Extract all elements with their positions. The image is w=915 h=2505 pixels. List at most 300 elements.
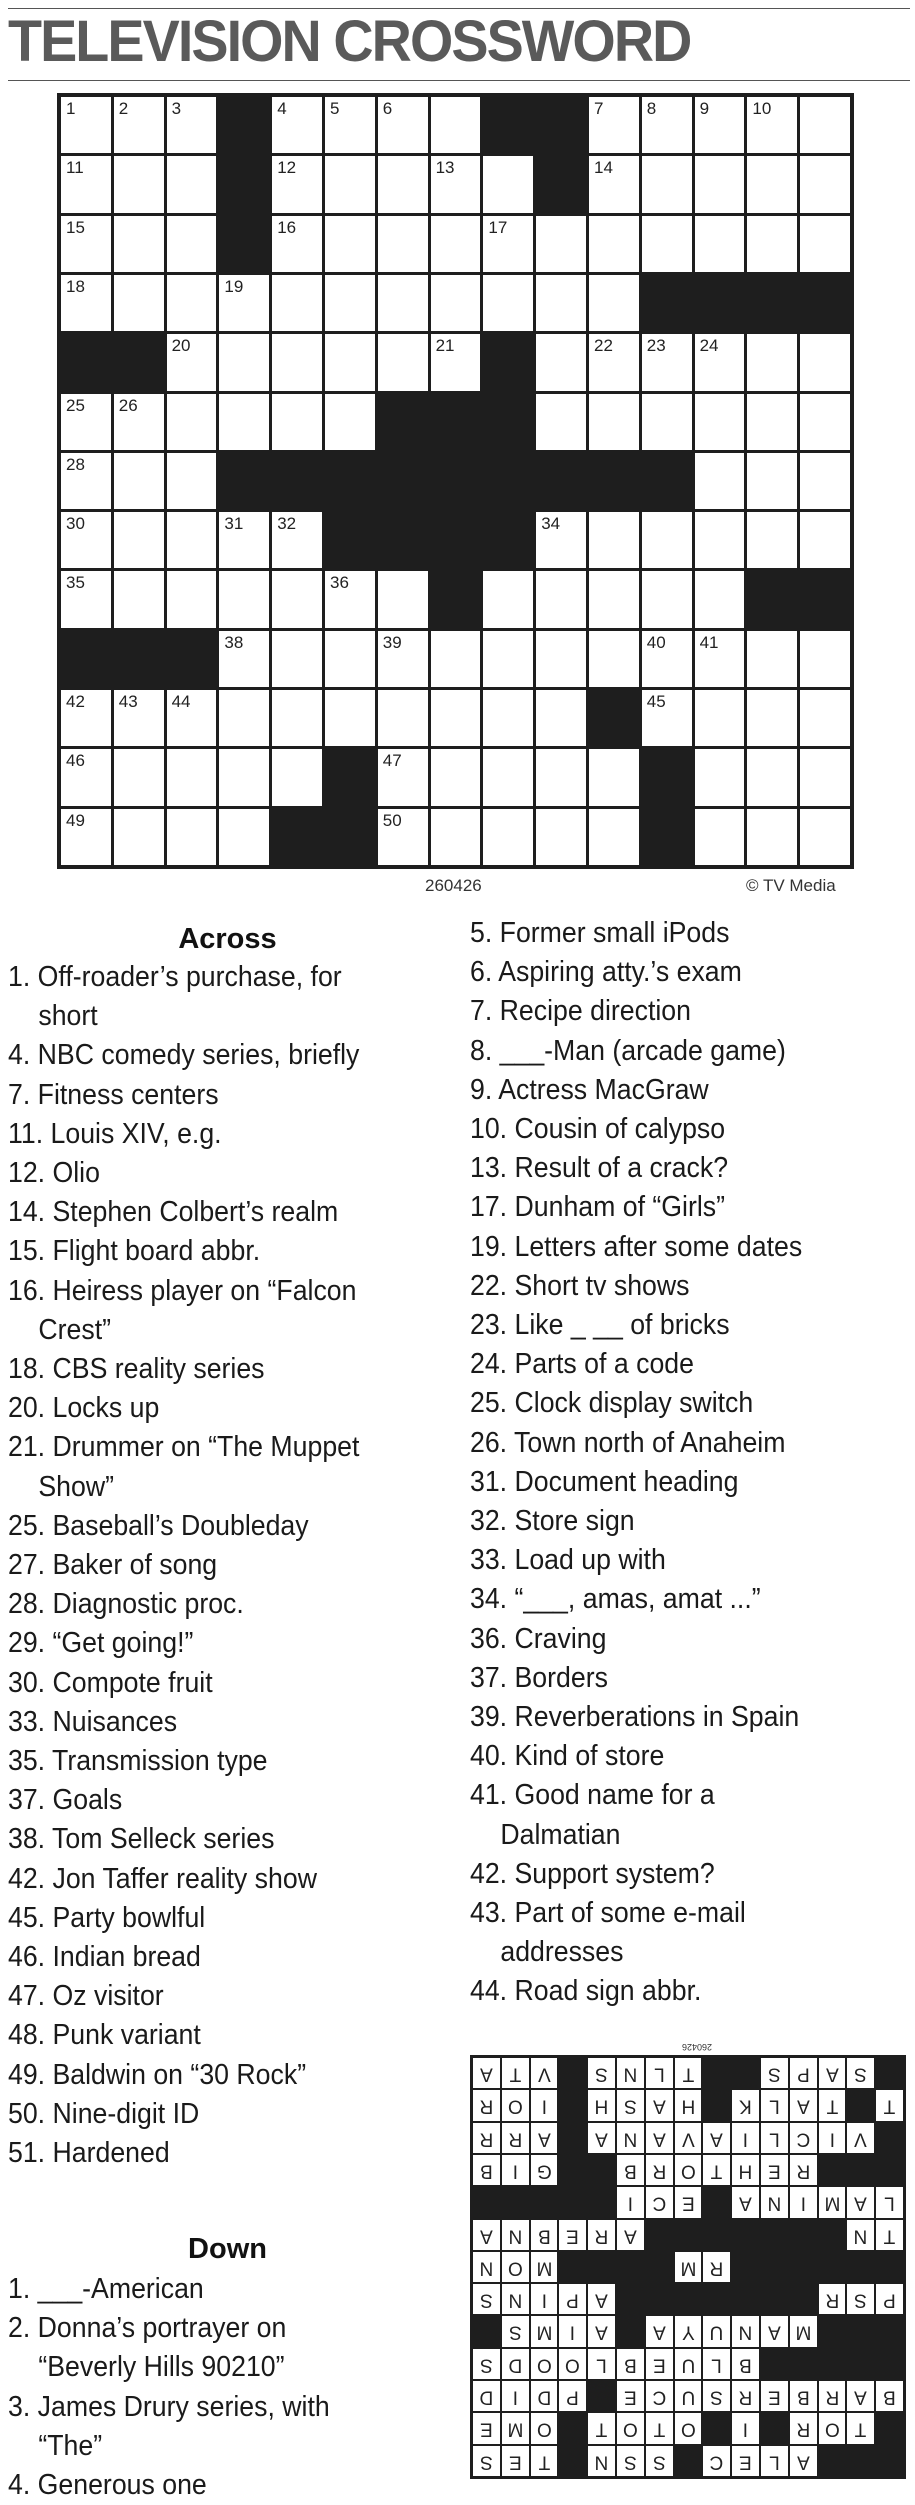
grid-cell[interactable] xyxy=(219,275,269,331)
solution-cell xyxy=(646,2187,673,2217)
grid-cell[interactable] xyxy=(167,275,217,331)
grid-cell[interactable] xyxy=(747,631,797,687)
clue-text: 47. Oz visitor xyxy=(8,1980,164,2013)
clue-text: 9. Actress MacGraw xyxy=(470,1073,709,1106)
grid-cell[interactable] xyxy=(695,394,745,450)
clue-text: 35. Transmission type xyxy=(8,1745,268,1778)
grid-cell[interactable] xyxy=(695,453,745,509)
grid-cell[interactable] xyxy=(800,512,850,568)
solution-cell xyxy=(502,2090,529,2120)
solution-cell xyxy=(588,2446,615,2476)
grid-cell[interactable] xyxy=(378,97,428,153)
solution-cell xyxy=(531,2284,558,2314)
solution-cell xyxy=(675,2155,702,2185)
clue-item xyxy=(8,1350,359,1389)
clue-item xyxy=(470,1424,802,1463)
grid-cell[interactable] xyxy=(589,334,639,390)
grid-cell[interactable] xyxy=(114,394,164,450)
solution-cell xyxy=(761,2058,788,2088)
clue-item xyxy=(470,1228,802,1267)
grid-cell[interactable] xyxy=(695,216,745,272)
grid-cell[interactable] xyxy=(325,394,375,450)
solution-letter: O xyxy=(507,2095,523,2117)
grid-cell[interactable] xyxy=(378,809,428,865)
grid-cell[interactable] xyxy=(642,571,692,627)
solution-letter: H xyxy=(594,2095,609,2117)
grid-cell[interactable] xyxy=(536,631,586,687)
grid-cell[interactable] xyxy=(378,334,428,390)
grid-cell[interactable] xyxy=(589,216,639,272)
grid-cell[interactable] xyxy=(431,631,481,687)
clue-item xyxy=(8,1860,359,1899)
grid-cell[interactable] xyxy=(219,749,269,805)
grid-cell[interactable] xyxy=(325,216,375,272)
clue-item xyxy=(470,1659,802,1698)
grid-cell[interactable] xyxy=(325,156,375,212)
grid-cell[interactable] xyxy=(642,97,692,153)
grid-cell[interactable] xyxy=(167,97,217,153)
solution-letter: L xyxy=(596,2353,607,2375)
grid-cell[interactable] xyxy=(642,631,692,687)
grid-cell[interactable] xyxy=(114,97,164,153)
cell-number: 36 xyxy=(330,573,349,593)
grid-cell[interactable] xyxy=(167,512,217,568)
grid-cell[interactable] xyxy=(747,809,797,865)
solution-letter: O xyxy=(824,2418,840,2440)
across-clue-list xyxy=(8,958,359,2173)
solution-letter: A xyxy=(739,2192,752,2214)
solution-cell xyxy=(531,2220,558,2250)
grid-cell[interactable] xyxy=(378,571,428,627)
grid-cell[interactable] xyxy=(800,453,850,509)
grid-cell[interactable] xyxy=(114,571,164,627)
grid-cell[interactable] xyxy=(378,156,428,212)
solution-cell xyxy=(646,2381,673,2411)
solution-letter: M xyxy=(680,2257,696,2278)
solution-letter: B xyxy=(480,2160,493,2182)
grid-cell[interactable] xyxy=(747,394,797,450)
solution-letter: H xyxy=(681,2095,695,2117)
grid-cell[interactable] xyxy=(695,690,745,746)
solution-cell xyxy=(732,2381,759,2411)
solution-cell xyxy=(703,2155,730,2185)
solution-cell xyxy=(761,2381,788,2411)
clue-item xyxy=(470,1972,802,2011)
cell-number: 21 xyxy=(435,336,455,356)
grid-cell[interactable] xyxy=(483,690,533,746)
solution-letter: S xyxy=(595,2063,608,2085)
title-rule-top xyxy=(8,8,910,9)
grid-cell[interactable] xyxy=(536,334,586,390)
clue-item xyxy=(470,1620,802,1659)
grid-cell[interactable] xyxy=(483,631,533,687)
grid-cell[interactable] xyxy=(219,512,269,568)
grid-cell[interactable] xyxy=(536,394,586,450)
solution-letter: C xyxy=(652,2192,667,2214)
grid-cell[interactable] xyxy=(272,571,322,627)
grid-cell[interactable] xyxy=(800,809,850,865)
grid-cell[interactable] xyxy=(747,216,797,272)
clue-item xyxy=(470,1306,802,1345)
grid-cell[interactable] xyxy=(431,156,481,212)
grid-cell[interactable] xyxy=(378,631,428,687)
solution-cell xyxy=(473,2252,500,2282)
solution-letter: A xyxy=(652,2095,666,2117)
grid-cell[interactable] xyxy=(642,394,692,450)
grid-cell[interactable] xyxy=(747,453,797,509)
clue-text: short xyxy=(38,1000,98,1033)
solution-cell xyxy=(847,2187,874,2217)
clue-item xyxy=(8,2466,330,2505)
clue-text: 24. Parts of a code xyxy=(470,1348,694,1381)
grid-cell[interactable] xyxy=(431,690,481,746)
cell-number: 20 xyxy=(171,336,191,356)
solution-letter: T xyxy=(883,2224,896,2246)
solution-letter: I xyxy=(512,2386,518,2408)
solution-letter: S xyxy=(854,2289,868,2311)
grid-cell[interactable] xyxy=(695,749,745,805)
grid-cell[interactable] xyxy=(61,216,111,272)
grid-cell[interactable] xyxy=(219,394,269,450)
solution-cell xyxy=(473,2349,500,2379)
solution-letter: N xyxy=(508,2224,523,2246)
cell-number: 49 xyxy=(66,810,85,830)
grid-cell[interactable] xyxy=(61,571,111,627)
grid-cell[interactable] xyxy=(272,690,322,746)
grid-cell[interactable] xyxy=(747,156,797,212)
grid-cell[interactable] xyxy=(536,275,586,331)
grid-cell[interactable] xyxy=(325,334,375,390)
clue-item xyxy=(470,1267,802,1306)
grid-cell[interactable] xyxy=(536,571,586,627)
grid-cell[interactable] xyxy=(747,749,797,805)
clue-item xyxy=(8,1076,359,1115)
solution-cell xyxy=(790,2123,817,2153)
solution-letter: S xyxy=(508,2321,522,2343)
solution-cell xyxy=(761,2187,788,2217)
grid-cell[interactable] xyxy=(431,275,481,331)
solution-cell xyxy=(847,2413,874,2443)
clue-text: 48. Punk variant xyxy=(8,2019,201,2052)
grid-cell[interactable] xyxy=(431,749,481,805)
cell-number: 14 xyxy=(594,158,613,178)
solution-letter: T xyxy=(509,2063,521,2085)
grid-cell[interactable] xyxy=(431,97,481,153)
clue-text: Crest” xyxy=(38,1313,111,1346)
grid-cell[interactable] xyxy=(695,631,745,687)
clue-text: 37. Goals xyxy=(8,1784,123,1817)
grid-cell[interactable] xyxy=(642,690,692,746)
grid-cell[interactable] xyxy=(589,97,639,153)
cell-number: 39 xyxy=(382,632,402,652)
grid-cell[interactable] xyxy=(483,749,533,805)
grid-cell[interactable] xyxy=(167,334,217,390)
solution-letter: D xyxy=(537,2386,551,2408)
grid-cell[interactable] xyxy=(378,216,428,272)
solution-cell xyxy=(703,2123,730,2153)
solution-letter: E xyxy=(652,2353,666,2375)
clue-item xyxy=(8,1507,359,1546)
cell-number: 8 xyxy=(646,99,657,118)
solution-letter: L xyxy=(653,2063,665,2085)
grid-cell[interactable] xyxy=(325,631,375,687)
solution-cell xyxy=(732,2349,759,2379)
clue-item xyxy=(8,1938,359,1977)
solution-letter: L xyxy=(769,2095,780,2117)
grid-cell[interactable] xyxy=(536,512,586,568)
solution-cell xyxy=(761,2090,788,2120)
cell-number: 23 xyxy=(646,336,666,356)
grid-cell[interactable] xyxy=(589,512,639,568)
clue-text: 42. Support system? xyxy=(470,1857,715,1890)
solution-grid xyxy=(470,2055,906,2479)
grid-cell[interactable] xyxy=(114,156,164,212)
grid-cell[interactable] xyxy=(61,97,111,153)
grid-cell[interactable] xyxy=(167,571,217,627)
grid-cell[interactable] xyxy=(378,275,428,331)
grid-cell[interactable] xyxy=(272,334,322,390)
solution-letter: A xyxy=(537,2127,551,2149)
grid-cell[interactable] xyxy=(483,809,533,865)
grid-cell[interactable] xyxy=(167,690,217,746)
grid-cell[interactable] xyxy=(61,275,111,331)
grid-cell[interactable] xyxy=(483,156,533,212)
solution-cell xyxy=(502,2413,529,2443)
clue-text: 46. Indian bread xyxy=(8,1941,201,1974)
grid-cell[interactable] xyxy=(589,394,639,450)
solution-cell xyxy=(646,2123,673,2153)
grid-cell[interactable] xyxy=(325,275,375,331)
grid-cell[interactable] xyxy=(325,690,375,746)
grid-cell[interactable] xyxy=(114,690,164,746)
cell-number: 46 xyxy=(66,751,85,771)
solution-cell xyxy=(646,2090,673,2120)
title-rule-bottom xyxy=(8,80,910,81)
solution-cell xyxy=(847,2381,874,2411)
grid-cell[interactable] xyxy=(747,97,797,153)
grid-cell[interactable] xyxy=(61,809,111,865)
grid-cell[interactable] xyxy=(589,809,639,865)
clue-text: 17. Dunham of “Girls” xyxy=(470,1191,726,1224)
solution-letter: T xyxy=(826,2095,838,2117)
solution-cell xyxy=(790,2058,817,2088)
cell-number: 42 xyxy=(66,692,85,712)
clue-item xyxy=(8,2056,359,2095)
grid-cell[interactable] xyxy=(747,690,797,746)
solution-letter: A xyxy=(595,2289,608,2311)
solution-cell xyxy=(675,2090,702,2120)
cell-number: 10 xyxy=(752,99,772,118)
solution-letter: E xyxy=(681,2192,695,2214)
grid-cell[interactable] xyxy=(483,275,533,331)
grid-cell[interactable] xyxy=(642,512,692,568)
grid-cell[interactable] xyxy=(800,631,850,687)
solution-cell xyxy=(847,2284,874,2314)
clue-text: 1. ___-American xyxy=(8,2273,204,2305)
clue-text: 31. Document heading xyxy=(470,1465,739,1498)
grid-cell[interactable] xyxy=(536,690,586,746)
grid-cell[interactable] xyxy=(167,453,217,509)
cell-number: 7 xyxy=(594,99,604,118)
solution-cell xyxy=(502,2349,529,2379)
grid-cell[interactable] xyxy=(219,809,269,865)
clue-item xyxy=(8,1624,359,1663)
grid-cell[interactable] xyxy=(325,97,375,153)
grid-cell[interactable] xyxy=(272,275,322,331)
solution-letter: U xyxy=(681,2386,695,2408)
solution-letter: Y xyxy=(681,2321,695,2343)
grid-cell[interactable] xyxy=(642,334,692,390)
grid-cell[interactable] xyxy=(800,334,850,390)
solution-letter: E xyxy=(739,2450,752,2472)
solution-cell xyxy=(819,2284,846,2314)
grid-cell[interactable] xyxy=(536,216,586,272)
grid-cell[interactable] xyxy=(219,631,269,687)
cell-number: 32 xyxy=(277,514,297,534)
grid-cell[interactable] xyxy=(272,749,322,805)
solution-letter: N xyxy=(508,2289,523,2311)
clue-text: 5. Former small iPods xyxy=(470,917,730,949)
grid-cell[interactable] xyxy=(800,97,850,153)
clue-item xyxy=(470,1855,802,1894)
grid-cell[interactable] xyxy=(272,156,322,212)
grid-cell[interactable] xyxy=(272,631,322,687)
grid-cell[interactable] xyxy=(61,156,111,212)
grid-cell[interactable] xyxy=(61,394,111,450)
grid-cell[interactable] xyxy=(114,512,164,568)
grid-cell[interactable] xyxy=(378,690,428,746)
grid-cell[interactable] xyxy=(272,512,322,568)
clue-text: 34. “___, amas, amat ...” xyxy=(470,1583,761,1616)
solution-cell xyxy=(588,2316,615,2346)
solution-letter: B xyxy=(739,2353,752,2375)
grid-cell[interactable] xyxy=(589,275,639,331)
clue-item xyxy=(8,1585,359,1624)
cell-number: 11 xyxy=(66,158,84,178)
grid-cell[interactable] xyxy=(272,97,322,153)
grid-cell[interactable] xyxy=(272,394,322,450)
solution-letter: L xyxy=(711,2353,723,2375)
grid-cell[interactable] xyxy=(800,749,850,805)
solution-cell xyxy=(617,2123,644,2153)
solution-letter: S xyxy=(710,2386,724,2408)
solution-cell xyxy=(502,2316,529,2346)
grid-cell[interactable] xyxy=(219,690,269,746)
grid-cell[interactable] xyxy=(167,809,217,865)
grid-cell[interactable] xyxy=(167,749,217,805)
grid-cell[interactable] xyxy=(589,749,639,805)
clue-text: 49. Baldwin on “30 Rock” xyxy=(8,2058,307,2091)
clue-text: 44. Road sign abbr. xyxy=(470,1975,702,2008)
grid-cell[interactable] xyxy=(167,216,217,272)
solution-letter: I xyxy=(570,2321,576,2343)
clue-item xyxy=(8,1154,359,1193)
clue-text: 29. “Get going!” xyxy=(8,1627,194,1660)
grid-cell[interactable] xyxy=(167,394,217,450)
grid-cell[interactable] xyxy=(431,216,481,272)
solution-cell xyxy=(732,2446,759,2476)
grid-cell[interactable] xyxy=(114,809,164,865)
solution-letter: N xyxy=(594,2450,609,2472)
grid-cell[interactable] xyxy=(483,216,533,272)
clue-text: 4. Generous one xyxy=(8,2469,207,2502)
cell-number: 41 xyxy=(699,632,719,652)
grid-cell[interactable] xyxy=(695,809,745,865)
grid-cell[interactable] xyxy=(167,156,217,212)
solution-letter: V xyxy=(681,2127,695,2149)
grid-cell[interactable] xyxy=(642,216,692,272)
grid-cell[interactable] xyxy=(589,631,639,687)
grid-cell[interactable] xyxy=(431,334,481,390)
grid-cell[interactable] xyxy=(695,97,745,153)
grid-cell[interactable] xyxy=(114,216,164,272)
solution-cell xyxy=(502,2123,529,2153)
grid-cell[interactable] xyxy=(695,334,745,390)
solution-cell xyxy=(646,2349,673,2379)
solution-cell xyxy=(819,2090,846,2120)
solution-letter: K xyxy=(739,2095,752,2117)
solution-letter: G xyxy=(536,2160,552,2182)
grid-cell[interactable] xyxy=(642,156,692,212)
grid-cell[interactable] xyxy=(219,334,269,390)
grid-cell[interactable] xyxy=(747,334,797,390)
grid-cell[interactable] xyxy=(536,749,586,805)
grid-cell[interactable] xyxy=(747,512,797,568)
grid-cell[interactable] xyxy=(800,156,850,212)
solution-cell xyxy=(876,2187,903,2217)
clue-text: 18. CBS reality series xyxy=(8,1353,265,1386)
solution-letter: R xyxy=(652,2160,667,2182)
grid-cell[interactable] xyxy=(800,690,850,746)
grid-cell[interactable] xyxy=(536,809,586,865)
clue-text: 25. Baseball’s Doubleday xyxy=(8,1509,309,1542)
clue-text: 7. Fitness centers xyxy=(8,1078,219,1111)
solution-cell xyxy=(473,2058,500,2088)
grid-cell[interactable] xyxy=(589,156,639,212)
solution-letter: B xyxy=(624,2160,637,2182)
solution-cell xyxy=(732,2187,759,2217)
grid-cell[interactable] xyxy=(272,216,322,272)
solution-cell xyxy=(790,2155,817,2185)
clue-item xyxy=(470,1345,802,1384)
grid-cell[interactable] xyxy=(589,571,639,627)
grid-cell[interactable] xyxy=(431,809,481,865)
clue-item xyxy=(8,1977,359,2016)
grid-cell[interactable] xyxy=(61,512,111,568)
grid-cell[interactable] xyxy=(325,571,375,627)
grid-cell[interactable] xyxy=(695,156,745,212)
grid-cell[interactable] xyxy=(378,749,428,805)
grid-cell[interactable] xyxy=(114,749,164,805)
across-heading: Across xyxy=(178,923,277,955)
solution-cell xyxy=(502,2220,529,2250)
grid-cell[interactable] xyxy=(114,275,164,331)
grid-cell[interactable] xyxy=(61,749,111,805)
grid-cell[interactable] xyxy=(695,512,745,568)
grid-cell[interactable] xyxy=(61,453,111,509)
grid-cell[interactable] xyxy=(695,571,745,627)
grid-cell[interactable] xyxy=(219,571,269,627)
grid-cell[interactable] xyxy=(61,690,111,746)
grid-cell[interactable] xyxy=(114,453,164,509)
grid-cell[interactable] xyxy=(483,571,533,627)
solution-letter: B xyxy=(624,2353,637,2375)
cell-number: 34 xyxy=(541,514,561,534)
puzzle-code: 260426 xyxy=(425,876,482,895)
grid-cell[interactable] xyxy=(800,394,850,450)
solution-letter: I xyxy=(829,2127,835,2149)
grid-cell[interactable] xyxy=(800,216,850,272)
